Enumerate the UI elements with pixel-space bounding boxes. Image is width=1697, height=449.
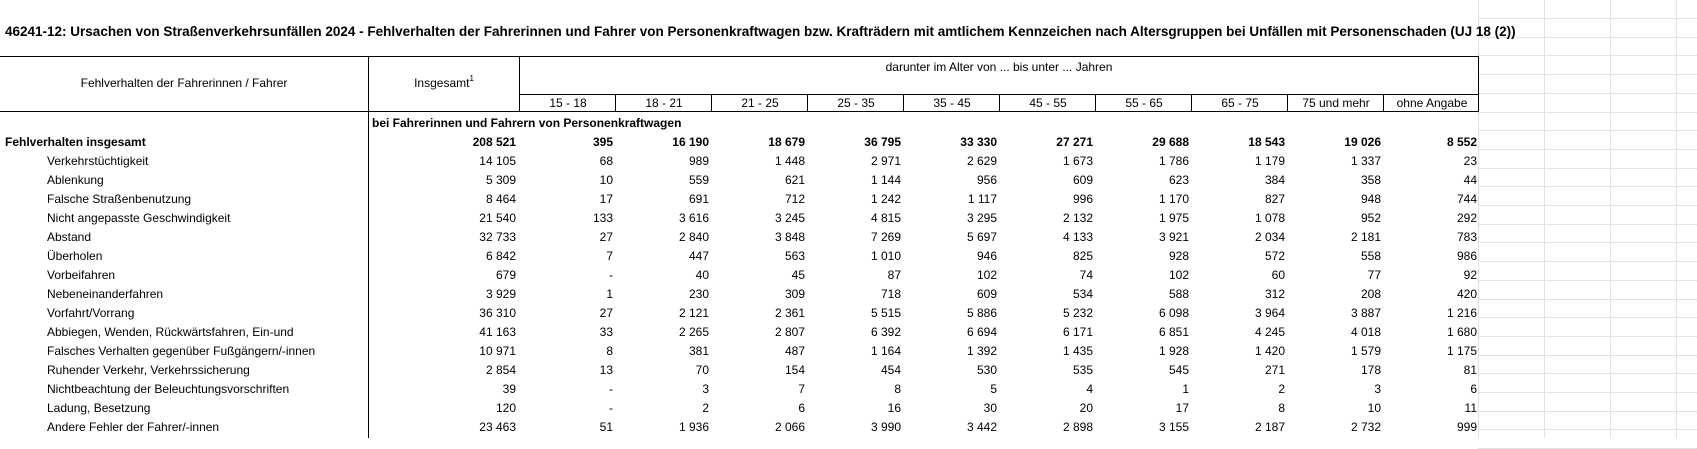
cell-age-value[interactable]: 1 579 [1350,344,1381,358]
cell-age-value[interactable]: - [609,268,613,282]
cell-age-value[interactable]: 3 155 [1158,420,1189,434]
cell-age-value[interactable]: 102 [976,268,997,282]
cell-age-value[interactable]: 7 269 [870,230,901,244]
row-label[interactable]: Ruhender Verkehr, Verkehrssicherung [47,363,250,377]
cell-age-value[interactable]: 395 [592,135,613,149]
header-border-top [0,56,1479,57]
gridline [1478,261,1697,262]
cell-total[interactable]: 120 [495,401,516,415]
cell-total[interactable]: 5 309 [485,173,516,187]
cell-age-value[interactable]: 1 936 [678,420,709,434]
row-label[interactable]: Vorfahrt/Vorrang [47,306,135,320]
cell-age-value[interactable]: 5 515 [870,306,901,320]
cell-age-value[interactable]: 87 [887,268,901,282]
cell-age-value[interactable]: 952 [1360,211,1381,225]
cell-age-value[interactable]: 545 [1168,363,1189,377]
cell-age-value[interactable]: 16 [887,401,901,415]
cell-age-value[interactable]: 6 098 [1158,306,1189,320]
gridline [1478,93,1697,94]
cell-age-value[interactable]: 989 [688,154,709,168]
cell-age-value[interactable]: 40 [695,268,709,282]
cell-age-value[interactable]: 358 [1360,173,1381,187]
gridline [1478,74,1697,75]
cell-age-value[interactable]: 2 181 [1350,230,1381,244]
gridline [1478,355,1697,356]
cell-age-value[interactable]: 77 [1367,268,1381,282]
cell-age-value[interactable]: 23 [1463,154,1477,168]
cell-age-value[interactable]: 535 [1072,363,1093,377]
cell-age-value[interactable]: 1 117 [967,192,997,206]
age-group-header[interactable]: 18 - 21 [645,96,683,110]
cell-age-value[interactable]: 7 [798,382,805,396]
gridline [1478,317,1697,318]
cell-age-value[interactable]: 312 [1264,287,1285,301]
cell-age-value[interactable]: - [609,401,613,415]
cell-age-value[interactable]: 621 [784,173,805,187]
cell-age-value[interactable]: 946 [976,249,997,263]
gridline [1478,392,1697,393]
cell-age-value[interactable]: 6 [1470,382,1477,396]
cell-age-value[interactable]: 718 [880,287,901,301]
cell-age-value[interactable]: 1 179 [1254,154,1285,168]
cell-age-value[interactable]: 986 [1456,249,1477,263]
cell-age-value[interactable]: 712 [784,192,805,206]
row-label[interactable]: Ladung, Besetzung [47,401,151,415]
cell-age-value[interactable]: 530 [976,363,997,377]
gridline [1478,112,1697,113]
cell-age-value[interactable]: 18 679 [768,135,805,149]
cell-age-value[interactable]: 18 543 [1248,135,1285,149]
gridline [1478,55,1697,56]
cell-age-value[interactable]: 3 921 [1158,230,1189,244]
cell-age-value[interactable]: 6 392 [870,325,901,339]
cell-age-value[interactable]: 928 [1168,249,1189,263]
cell-age-value[interactable]: 381 [688,344,709,358]
cell-age-value[interactable]: 17 [1175,401,1189,415]
age-group-caption[interactable]: darunter im Alter von ... bis unter ... Jahren [885,60,1113,74]
row-label[interactable]: Fehlverhalten insgesamt [5,135,146,149]
cell-age-value[interactable]: 1 [606,287,613,301]
cell-age-value[interactable]: 3 616 [678,211,709,225]
cell-age-value[interactable]: 133 [592,211,613,225]
age-group-header[interactable]: 25 - 35 [837,96,875,110]
cell-age-value[interactable]: 1 175 [1446,344,1477,358]
age-group-header[interactable]: 21 - 25 [741,96,779,110]
gridline [1478,224,1697,225]
row-label[interactable]: Falsches Verhalten gegenüber Fußgängern/-innen [47,344,316,358]
row-label[interactable]: Andere Fehler der Fahrer/-innen [47,420,220,434]
cell-age-value[interactable]: 3 [1374,382,1381,396]
cell-total[interactable]: 36 310 [479,306,516,320]
row-label[interactable]: Vorbeifahren [47,268,116,282]
gridline [1478,186,1697,187]
cell-age-value[interactable]: 70 [695,363,709,377]
cell-age-value[interactable]: 68 [599,154,613,168]
cell-total[interactable]: 10 971 [479,344,516,358]
row-label[interactable]: Überholen [47,249,103,263]
cell-age-value[interactable]: 74 [1079,268,1093,282]
cell-total[interactable]: 679 [495,268,516,282]
cell-age-value[interactable]: 572 [1264,249,1285,263]
cell-age-value[interactable]: 8 [606,344,613,358]
cell-age-value[interactable]: 5 232 [1062,306,1093,320]
cell-age-value[interactable]: 2 265 [678,325,709,339]
cell-age-value[interactable]: 825 [1072,249,1093,263]
cell-age-value[interactable]: 19 026 [1344,135,1381,149]
age-group-header[interactable]: 65 - 75 [1221,96,1259,110]
cell-total[interactable]: 32 733 [479,230,516,244]
cell-age-value[interactable]: 3 990 [870,420,901,434]
row-label[interactable]: Nebeneinanderfahren [47,287,164,301]
cell-age-value[interactable]: 1 928 [1158,344,1189,358]
age-group-header[interactable]: 35 - 45 [933,96,971,110]
cell-age-value[interactable]: 81 [1463,363,1477,377]
cell-age-value[interactable]: 5 [990,382,997,396]
row-label[interactable]: Nichtbeachtung der Beleuchtungsvorschriften [47,382,290,396]
cell-age-value[interactable]: 2 898 [1062,420,1093,434]
cell-age-value[interactable]: 27 [599,230,613,244]
cell-age-value[interactable]: 3 887 [1350,306,1381,320]
total-footnote: 1 [469,74,474,83]
cell-age-value[interactable]: 27 271 [1056,135,1093,149]
cell-age-value[interactable]: 2 971 [870,154,901,168]
cell-age-value[interactable]: 292 [1456,211,1477,225]
cell-age-value[interactable]: 3 295 [966,211,997,225]
row-label[interactable]: Verkehrstüchtigkeit [47,154,149,168]
cell-age-value[interactable]: 1 242 [870,192,901,206]
cell-age-value[interactable]: 623 [1168,173,1189,187]
gridline [1478,130,1697,131]
cell-age-value[interactable]: 1 786 [1158,154,1189,168]
cell-age-value[interactable]: 2 132 [1062,211,1093,225]
cell-total[interactable]: 3 929 [485,287,516,301]
cell-age-value[interactable]: 1 010 [870,249,901,263]
cell-age-value[interactable]: 691 [688,192,709,206]
cell-age-value[interactable]: 948 [1360,192,1381,206]
gridline [1478,299,1697,300]
cell-age-value[interactable]: 17 [599,192,613,206]
cell-age-value[interactable]: 563 [784,249,805,263]
total-header[interactable] [369,74,519,93]
age-group-header[interactable]: ohne Angabe [1396,96,1468,110]
gridline [1676,0,1677,438]
cell-age-value[interactable]: 4 133 [1062,230,1093,244]
cell-age-value[interactable]: 1 144 [870,173,901,187]
cell-age-value[interactable]: 2 121 [678,306,709,320]
cell-age-value[interactable]: 3 848 [774,230,805,244]
cell-age-value[interactable]: 2 034 [1254,230,1285,244]
cell-age-value[interactable]: 13 [599,363,613,377]
cell-total[interactable]: 14 105 [479,154,516,168]
cell-age-value[interactable]: 1 420 [1254,344,1285,358]
cell-age-value[interactable]: 2 361 [774,306,805,320]
cell-total[interactable]: 21 540 [479,211,516,225]
cell-age-value[interactable]: 7 [606,249,613,263]
row-label[interactable]: Falsche Straßenbenutzung [47,192,192,206]
cell-age-value[interactable]: 2 807 [774,325,805,339]
cell-age-value[interactable]: 230 [688,287,709,301]
cell-age-value[interactable]: 1 448 [774,154,805,168]
gridline [1478,280,1697,281]
section-title[interactable]: bei Fahrerinnen und Fahrern von Personenkraftwagen [372,116,682,130]
cell-age-value[interactable]: 178 [1360,363,1381,377]
cell-total[interactable]: 208 521 [472,135,516,149]
cell-age-value[interactable]: 8 [894,382,901,396]
cell-age-value[interactable]: 5 697 [966,230,997,244]
cell-age-value[interactable]: 534 [1072,287,1093,301]
cell-age-value[interactable]: 2 066 [774,420,805,434]
cell-age-value[interactable]: 783 [1456,230,1477,244]
cell-age-value[interactable]: 744 [1456,192,1477,206]
age-group-header[interactable]: 75 und mehr [1302,96,1370,110]
cell-age-value[interactable]: 1 975 [1158,211,1189,225]
gridline [1478,373,1697,374]
cell-age-value[interactable]: 609 [1072,173,1093,187]
cell-age-value[interactable]: 5 886 [966,306,997,320]
gridline [1478,429,1697,430]
cell-age-value[interactable]: 60 [1271,268,1285,282]
row-label[interactable]: Abstand [47,230,92,244]
cell-age-value[interactable]: 827 [1264,192,1285,206]
cell-age-value[interactable]: 999 [1456,420,1477,434]
cell-age-value[interactable]: 4 018 [1350,325,1381,339]
cell-age-value[interactable]: 1 078 [1254,211,1285,225]
age-group-header[interactable]: 55 - 65 [1125,96,1163,110]
cell-age-value[interactable]: 45 [791,268,805,282]
cell-age-value[interactable]: 2 629 [966,154,997,168]
cell-total[interactable]: 8 464 [485,192,516,206]
gridline [1478,411,1697,412]
cell-age-value[interactable]: 51 [599,420,613,434]
cell-age-value[interactable]: 11 [1464,401,1477,415]
cell-age-value[interactable]: 29 688 [1152,135,1189,149]
cell-age-value[interactable]: 1 680 [1446,325,1477,339]
cell-total[interactable]: 41 163 [479,325,516,339]
cell-total[interactable]: 2 854 [485,363,516,377]
cell-age-value[interactable]: 2 187 [1254,420,1285,434]
gridline [1544,0,1545,438]
cell-age-value[interactable]: 30 [983,401,997,415]
cell-age-value[interactable]: 1 673 [1062,154,1093,168]
cell-age-value[interactable]: - [609,382,613,396]
cell-age-value[interactable]: 44 [1463,173,1477,187]
cell-age-value[interactable]: 3 245 [774,211,805,225]
cell-age-value[interactable]: 2 732 [1350,420,1381,434]
row-label[interactable]: Ablenkung [47,173,104,187]
age-group-header[interactable]: 45 - 55 [1029,96,1067,110]
cell-age-value[interactable]: 271 [1264,363,1285,377]
row-label[interactable]: Abbiegen, Wenden, Rückwärtsfahren, Ein-und [47,325,294,339]
cell-age-value[interactable]: 6 851 [1158,325,1189,339]
cell-age-value[interactable]: 487 [784,344,805,358]
cell-total[interactable]: 39 [502,382,516,396]
cell-age-value[interactable]: 154 [784,363,805,377]
cell-age-value[interactable]: 996 [1072,192,1093,206]
cell-age-value[interactable]: 20 [1079,401,1093,415]
cell-age-value[interactable]: 27 [599,306,613,320]
total-header-label: Insgesamt [414,76,470,90]
cell-age-value[interactable]: 1 [1182,382,1189,396]
cell-age-value[interactable]: 10 [599,173,613,187]
sheet-title[interactable]: 46241-12: Ursachen von Straßenverkehrsunfällen 2024 - Fehlverhalten der Fahrerinnen und Fahrer von Personenkraftwagen bzw. Krafträdern mit amtlichem Kennzeichen nach Altersgruppen bei Unfällen mit Personenschaden (UJ 18 (2)) [5,24,1516,39]
cell-age-value[interactable]: 420 [1456,287,1477,301]
cell-age-value[interactable]: 1 164 [870,344,901,358]
cell-age-value[interactable]: 6 171 [1062,325,1093,339]
row-label[interactable]: Nicht angepasste Geschwindigkeit [47,211,231,225]
cell-age-value[interactable]: 3 [702,382,709,396]
cell-age-value[interactable]: 559 [688,173,709,187]
cell-age-value[interactable]: 2 [1278,382,1285,396]
cell-age-value[interactable]: 1 216 [1446,306,1477,320]
cell-age-value[interactable]: 102 [1168,268,1189,282]
cell-age-value[interactable]: 4 815 [870,211,901,225]
cell-age-value[interactable]: 2 840 [678,230,709,244]
gridline [1478,205,1697,206]
cell-age-value[interactable]: 1 337 [1350,154,1381,168]
cell-age-value[interactable]: 609 [976,287,997,301]
gridline [1478,168,1697,169]
gridline [1478,18,1697,19]
gridline [1478,149,1697,150]
cell-age-value[interactable]: 33 [599,325,613,339]
cell-age-value[interactable]: 454 [880,363,901,377]
cell-age-value[interactable]: 384 [1264,173,1285,187]
cell-total[interactable]: 6 842 [485,249,516,263]
cell-age-value[interactable]: 6 694 [966,325,997,339]
cell-age-value[interactable]: 956 [976,173,997,187]
cell-age-value[interactable]: 6 [798,401,805,415]
gridline [1610,0,1611,438]
cell-age-value[interactable]: 4 [1086,382,1093,396]
gridline [1478,242,1697,243]
cell-age-value[interactable]: 1 392 [966,344,997,358]
cell-age-value[interactable]: 3 964 [1254,306,1285,320]
cell-age-value[interactable]: 447 [688,249,709,263]
cell-age-value[interactable]: 588 [1168,287,1189,301]
gridline [1478,336,1697,337]
cell-age-value[interactable]: 4 245 [1254,325,1285,339]
cell-age-value[interactable]: 8 552 [1446,135,1477,149]
cell-age-value[interactable]: 3 442 [966,420,997,434]
cell-age-value[interactable]: 36 795 [864,135,901,149]
row-label-header[interactable]: Fehlverhalten der Fahrerinnen / Fahrer [80,76,288,90]
cell-total[interactable]: 23 463 [479,420,516,434]
cell-age-value[interactable]: 10 [1367,401,1381,415]
age-group-header[interactable]: 15 - 18 [549,96,587,110]
cell-age-value[interactable]: 2 [702,401,709,415]
cell-age-value[interactable]: 1 170 [1158,192,1189,206]
cell-age-value[interactable]: 8 [1278,401,1285,415]
cell-age-value[interactable]: 92 [1463,268,1477,282]
cell-age-value[interactable]: 1 435 [1062,344,1093,358]
cell-age-value[interactable]: 309 [784,287,805,301]
cell-age-value[interactable]: 558 [1360,249,1381,263]
cell-age-value[interactable]: 16 190 [672,135,709,149]
cell-age-value[interactable]: 208 [1360,287,1381,301]
cell-age-value[interactable]: 33 330 [960,135,997,149]
